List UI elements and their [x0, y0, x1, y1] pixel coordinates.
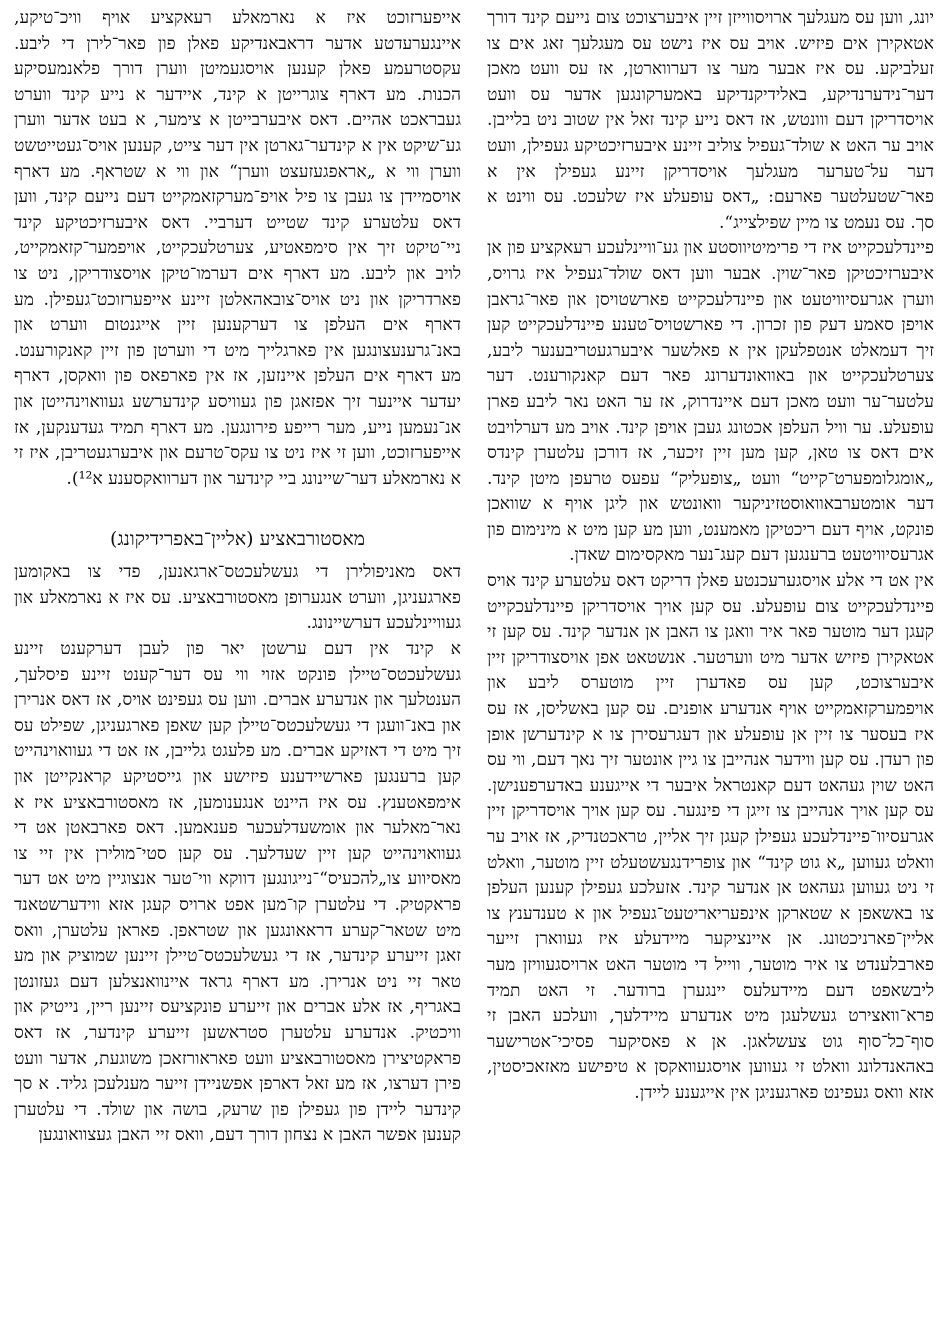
left-column-paragraph-3: א קינד אין דעם ערשטן יאר פון לעבן דערקענט זיינע געשלעכטס־טיילן פונקט אזוי ווי עס דער־קענט זיינע פיסלעך, הענטלעך און אנדערע אברים. ווען עס געפינט אויס, אז דאס אנרירן און באנ־וועגן די געשלעכטס־טיילן קען שאפן פארגעניגן, שפילט עס זיך מיט די דאזיקע אברים. מע פלעגט גלייבן, אז אט די געוואוינהייט קען ברענגען פארשיידענע פיזישע און גייסטיקע קראנקייטן און אימפאטענץ. עס איז היינט אנגענומען, אז מאסטורבאציע איז א נאר־מאלער און אומשעדלעכער פענאמען. דאס פארבאטן אט די געוואוינהייט קען זיין שעדלעך. עס קען סטי־מולירן אין זיי צו מאסיווע צו„להכעיס“־נייגונגען דווקא ווי־טער אנצוגיין מיט אט דער פראקטיק. די עלטערן קו־מען אפט ארויס קעגן אזא ווידערשטאנד מיט שטאר־קערע דראאונגען און שטראפן. פאראן עלטערן, וואס זאגן זייערע קינדער, אז די געשלעכטס־טיילן זיינען שמוציק און מע טאר זיי ניט אנרירן. מע דארף גראד איינוואנצלען דעם געזונטן באגריף, אז אלע אברים און זייערע פונקציעס זיינען ריין, נייטיק און וויכטיק. אנדערע עלטערן סטראשען זייערע קינדער, אז דאס פראקטיצירן מאסטורבאציע וועט פאראורזאכן משוגעת, אדער וועט פירן דערצו, אז מע זאל דארפן אפשניידן זייער מענלעכן גליד. א סך קינדער ליידן פון געפילן פון שרעק, בושה און שולד. די עלטערן קענען אפשר האבן א נצחון דורך דעם, וואס זיי האבן געצוואונגען [14, 639, 461, 1146]
two-column-layout [14, 6, 934, 1342]
left-column [14, 6, 461, 1342]
right-column-paragraph-1: יונג, ווען עס מעגלעך ארויסווייזן זיין איבערצוכט צום נייעם קינד דורך אטאקירן אים פיזיש. אויב עס איז נישט עס מעגלעך זאג אים צו זעלביקע. עס איז אבער מער צו דערווארטן, אז עס וועט מאכן דער־נידערנדיקע, באלידיקנדיקע באמערקונגען אדער עס וועט אויסדריקן דעם ווונטש, אז דאס נייע קינד זאל אין שטוב ניט בלייבן. אויב ער האט א שולד־געפיל צוליב זיינע איבערזיכטיקע געפילן, וועט דער על־טערער מעגלעך אויסדריקן זיינע געפילן אין א פאר־שטעלטער פארעם: „דאס עופעלע איז שלעכט. עס ווינט א סך. עס נעמט צו מיין שפילצייג“. [487, 8, 934, 233]
right-column-paragraph-2: פיינדלעכקייט איז די פרימיטיווסטע און גע־וויינלעכע רעאקציע פון אן איבערזיכטיקן פאר־שוין. אבער ווען דאס שולד־געפיל איז גרויס, ווערן אגרעסיוויטעט און פיינדלעכקייט פארשטויסן און פאר־גראבן אויפן סאמע דעק פון זכרון. די פארשטויס־טענע פיינדלעכקייט קען זיך דעמאלט אנטפלעקן אין א פאלשער איבערגעטריבענער ליבע, צערטלעכקייט און באוואונדערונג פאר דעם קאנקורענט. דער עלטער־ער וועט מאכן דעם איינדרוק, אז ער האט נאר ליבע פארן עופעלע. ער וויל העלפן אכטונג געבן אויפן קינד. אויב מע דערלויבט אים דאס צו טאן, קען מען זיין זיכער, אז דורכן עלטערן קינדס „אומגלומפערט־קייט“ וועט „צופעליק“ עפעס טרעפן מיטן קינד. דער אומטערבאוואוסטזיניקער וואונטש און ליגן אויף א שוואכן פונקט, אויף דעם ריכטיקן מאמענט, ווען מע קען מיט א מינימום פון אגרעסיוויטעט ברענגען דעם קעג־נער מאקסימום שאדן. [487, 238, 934, 566]
section-heading: מאסטורבאציע (אליין־באפרידיקונג) [109, 528, 366, 551]
left-column-paragraph-1: אייפערזוכט איז א נארמאלע רעאקציע אויף וויכ־טיקע, איינגערעדטע אדער דראבאנדיקע פאלן פון פאר־לירן די ליבע. עקסטרעמע פאלן קענען אויסגעמיטן ווערן דורך פלאנמעסיקע הכנות. מע דארף צוגרייטן א קינד, איידער א נייע קינד ווערט געבראכט אהיים. דאס איבערבייטן א צימער, א בעט אדער ווערן גע־שיקט אין א קינדער־גארטן אין דער צייט, קענען אויס־געטייטשט ווערן ווי א „אראפגעזעצט ווערן“ און ווי א שטראף. מע דארף אויסמיידן צו געבן צו פיל אויפ־מערקזאמקייט דעם נייעם קינד, ווען דאס עלטערע קינד שטייט דערביי. דאס איבערזיכטיקע קינד ניי־טיקט זיך אין סימפאטיע, צערטלעכקייט, אויפמער־קזאמקייט, לויב און ליבע. מע דארף אים דערמו־טיקן אויסצודריקן, ניט צו פארדריקן און ניט אויס־צובאהאלטן זיינע אייפערזוכט־געפילן. מע דארף אים העלפן צו דערקענען זיין אייגנטום ווערט און באנ־גרענעצונגען אין פארגלייך מיט די ווערטן פון זיין קאנקורענט. מע דארף אים העלפן איינזען, אז אין פארפאס פון וואקסן, דארף יעדער איינער זיך אפזאגן פון געוויסע קינדערשע געוואוינהייטן און אנ־נעמען נייע, מער רייפע פירונגען. מע דארף תמיד געדענקען, אז אייפערזוכט, ווען זי איז ניט צו עקס־טרעם און איבערגעטריבן, איז זי א נארמאלע דער־שיינונג ביי קינדער און דערוואקסענע א¹²). [14, 8, 461, 489]
right-column-paragraph-3: אין אט די אלע אויסגערעכנטע פאלן דריקט דאס עלטערע קינד אויס פיינדלעכקייט צום עופעלע. עס קען אויך אויסדריקן פיינדלעכקייט קעגן דער מוטער פאר איר וואגן צו האבן אן אנדער קינד. עס קען זי אטאקירן פיזיש אדער מיט ווערטער. אנשטאט אפן אויסצודריקן זיין איבערצוכט, קען עס פאדערן זיין מוטערס ליבע און אויפמערקזאמקייט אויף אנדערע אופנים. עס קען באשליסן, אז עס איז בעסער צו זיין אן עופעלע און דעגרעסירן צו א קינדערשן אופן פון רעדן. עס קען ווידער אנהייבן צו גיין אונטער זיך נאך דעם, ווי עס האט שוין געהאט דעם קאנטראל איבער די אייגענע באדערפענישן. עס קען אויך אנהייבן צו זייגן די פינגער. עס קען אויך אויסדריקן זיין אגרעסיוו־פיינדלעכע געפילן קעגן זיך אליין, טראכטנדיק, אז אויב ער וואלט געווען „א גוט קינד“ און צופרידנגעשטעלט זיין מוטער, וואלט זי ניט געווען געהאט אן אנדער קינד. אזעלכע געפילן קענען העלפן צו באשאפן א שטארקן אינפעריאריטעט־געפיל און א טענדענץ צו אליין־פארניכטונג. אן איינציקער מיידעלע איז געווארן זייער פארבלענדט צו איר מוטער, ווייל די מוטער האט ארויסגעוויזן מער ליבשאפט דעם מיידעלעס יינגערן ברודער. זי האט תמיד פרא־וואצירט געשלעגן מיט אנדערע מיידלעך, וועלכע האבן זי סוף־כל־סוף גוט צעשלאגן. אן א פאסיקער פסיכי־אטרישער באהאנדלונג וואלט זי געווען אויסגעוואקסן א טיפישע מאזאכיסטין, אזא וואס געפינט פארגעניגן אין אייגענע ליידן. [487, 571, 934, 1103]
right-column [487, 6, 934, 1342]
left-column-paragraph-2: דאס מאניפולירן די געשלעכטס־ארגאנען, פדי צו באקומען פארגעניגן, ווערט אנגערופן מאסטורבאציע. עס איז א נארמאלע און געוויינלעכע דערשיינונג. [14, 562, 461, 634]
